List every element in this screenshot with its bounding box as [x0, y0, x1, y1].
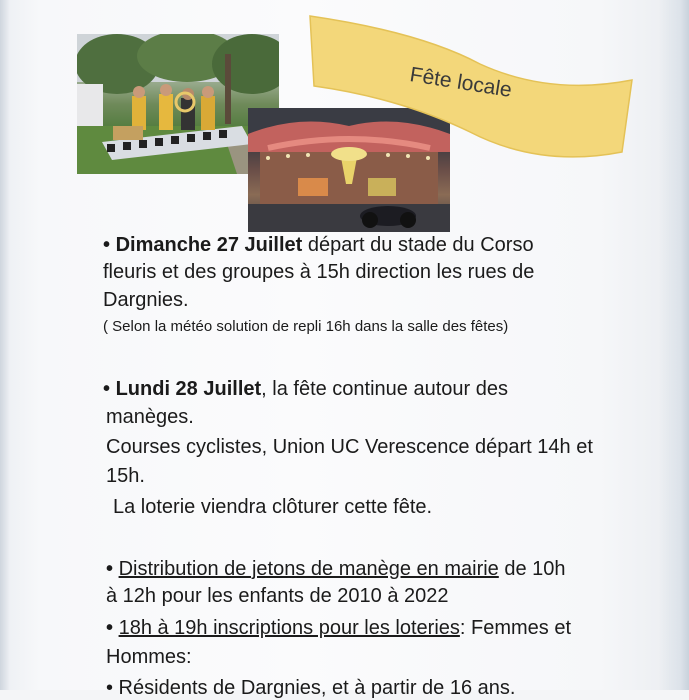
- sunday-weather-note: ( Selon la météo solution de repli 16h dans la salle des fêtes): [103, 318, 509, 335]
- bullet: •: [106, 558, 114, 580]
- tokens-line-1: [106, 557, 566, 581]
- tokens-heading: Distribution de jetons de manège en mairie: [118, 558, 499, 580]
- residents-line: • Résidents de Dargnies, et à partir de 16 ans.: [106, 677, 516, 699]
- sunday-date: Dimanche 27 Juillet: [115, 234, 303, 256]
- sunday-line-1: [103, 233, 534, 257]
- banner-title: Fête locale: [408, 63, 514, 102]
- monday-line-5: La loterie viendra clôturer cette fête.: [113, 496, 433, 518]
- monday-line-1: [103, 377, 508, 401]
- tokens-line-2: à 12h pour les enfants de 2010 à 2022: [106, 585, 449, 607]
- monday-line-4: 15h.: [106, 465, 145, 487]
- monday-line-2: manèges.: [106, 406, 194, 428]
- monday-line-1-text: , la fête continue autour des: [261, 378, 508, 400]
- tokens-line-1-text: de 10h: [498, 558, 566, 580]
- monday-date: Lundi 28 Juillet: [115, 378, 262, 400]
- lottery-line-1: [106, 616, 571, 640]
- sunday-line-3: Dargnies.: [103, 289, 189, 311]
- lottery-line-2: Hommes:: [106, 646, 192, 668]
- bullet: •: [103, 378, 111, 400]
- bullet: •: [103, 234, 111, 256]
- bullet: •: [106, 617, 114, 639]
- sunday-line-2: fleuris et des groupes à 15h direction les rues de: [103, 261, 535, 283]
- lottery-line-1-text: : Femmes et: [459, 617, 572, 639]
- lottery-heading: 18h à 19h inscriptions pour les loteries: [118, 617, 460, 639]
- monday-line-3: Courses cyclistes, Union UC Verescence départ 14h et: [106, 436, 593, 458]
- sunday-line-1-text: départ du stade du Corso: [302, 234, 534, 256]
